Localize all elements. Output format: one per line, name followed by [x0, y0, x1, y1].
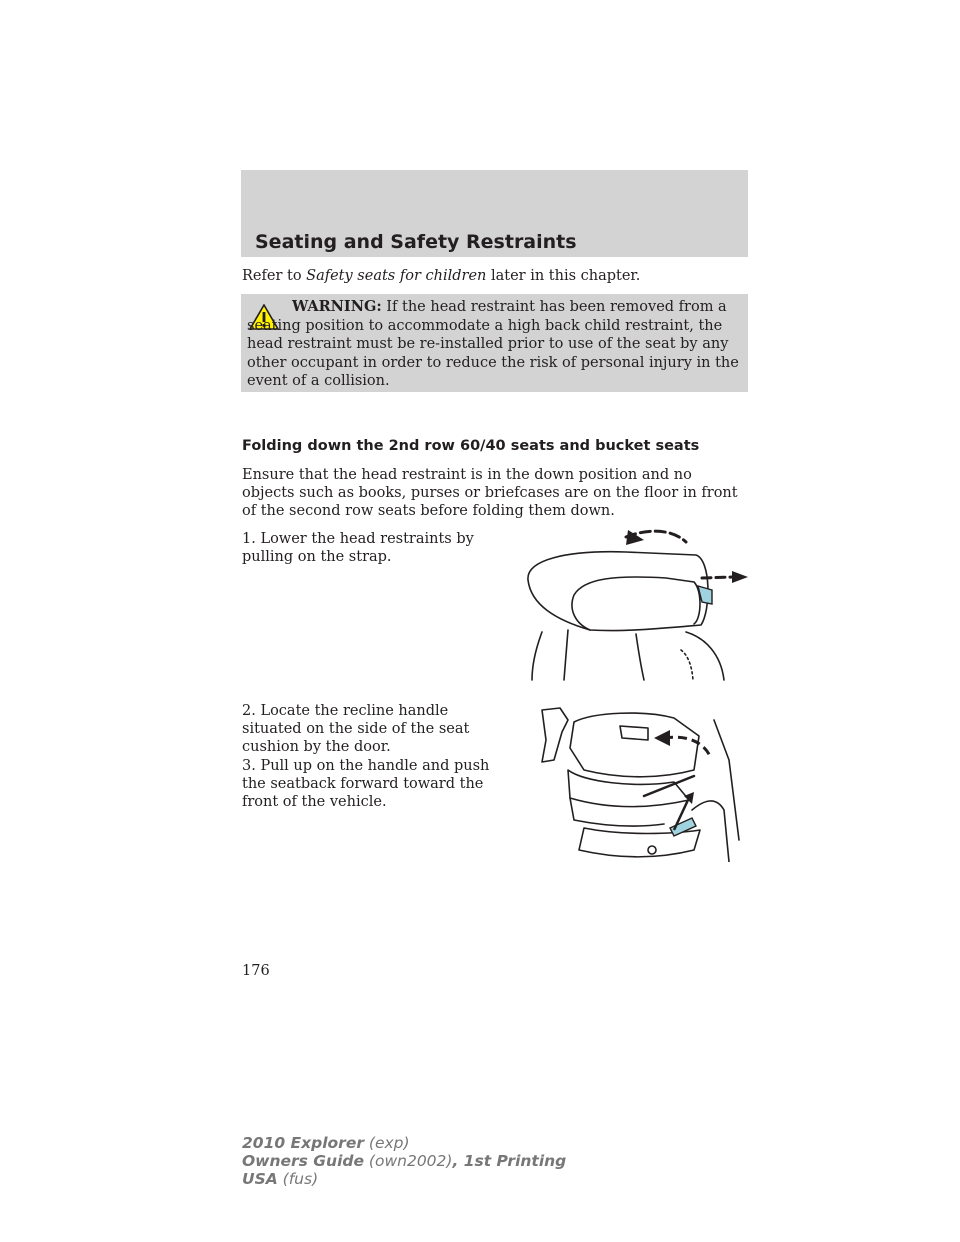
footer-guide-code: (own2002)	[364, 1152, 453, 1170]
warning-text	[247, 298, 742, 391]
recline-handle-illustration	[524, 700, 744, 862]
warning-body: If the head restraint has been removed from a seating position to accommodate a high back child restraint, the head restraint must be re-installed prior to use of the seat by any other occupant in order to reduce the risk of personal injury in the event of a collision.	[247, 299, 739, 389]
refer-suffix: later in this chapter.	[486, 268, 641, 284]
step-2: 2. Locate the recline handle situated on the side of the seat cushion by the door.	[242, 703, 470, 755]
intro-paragraph: Ensure that the head restraint is in the down position and no objects such as books, purses or briefcases are on the floor in front of the second row seats before folding them down.	[242, 467, 738, 519]
section-heading: Folding down the 2nd row 60/40 seats and bucket seats	[242, 438, 700, 454]
step-1: 1. Lower the head restraints by pulling on the strap.	[242, 531, 474, 565]
footer-printing: , 1st Printing	[452, 1152, 567, 1170]
refer-prefix: Refer to	[242, 268, 307, 284]
head-restraint-illustration	[506, 520, 756, 682]
footer-model-code: (exp)	[363, 1134, 410, 1152]
warning-label: WARNING:	[292, 298, 382, 315]
footer-line-3	[242, 1170, 566, 1188]
footer	[242, 1134, 566, 1188]
refer-paragraph	[242, 267, 640, 285]
warning-box	[241, 294, 748, 392]
footer-line-1	[242, 1134, 566, 1152]
footer-model: 2010 Explorer	[242, 1134, 364, 1152]
section-header	[241, 170, 748, 257]
step-3: 3. Pull up on the handle and push the seatback forward toward the front of the vehicle.	[242, 758, 490, 810]
footer-guide: Owners Guide	[242, 1152, 364, 1170]
section-title: Seating and Safety Restraints	[255, 231, 577, 253]
footer-market-code: (fus)	[277, 1170, 319, 1188]
footer-market: USA	[242, 1170, 278, 1188]
refer-link[interactable]: Safety seats for children	[306, 268, 487, 284]
footer-line-2	[242, 1152, 566, 1170]
page-number: 176	[242, 963, 270, 979]
